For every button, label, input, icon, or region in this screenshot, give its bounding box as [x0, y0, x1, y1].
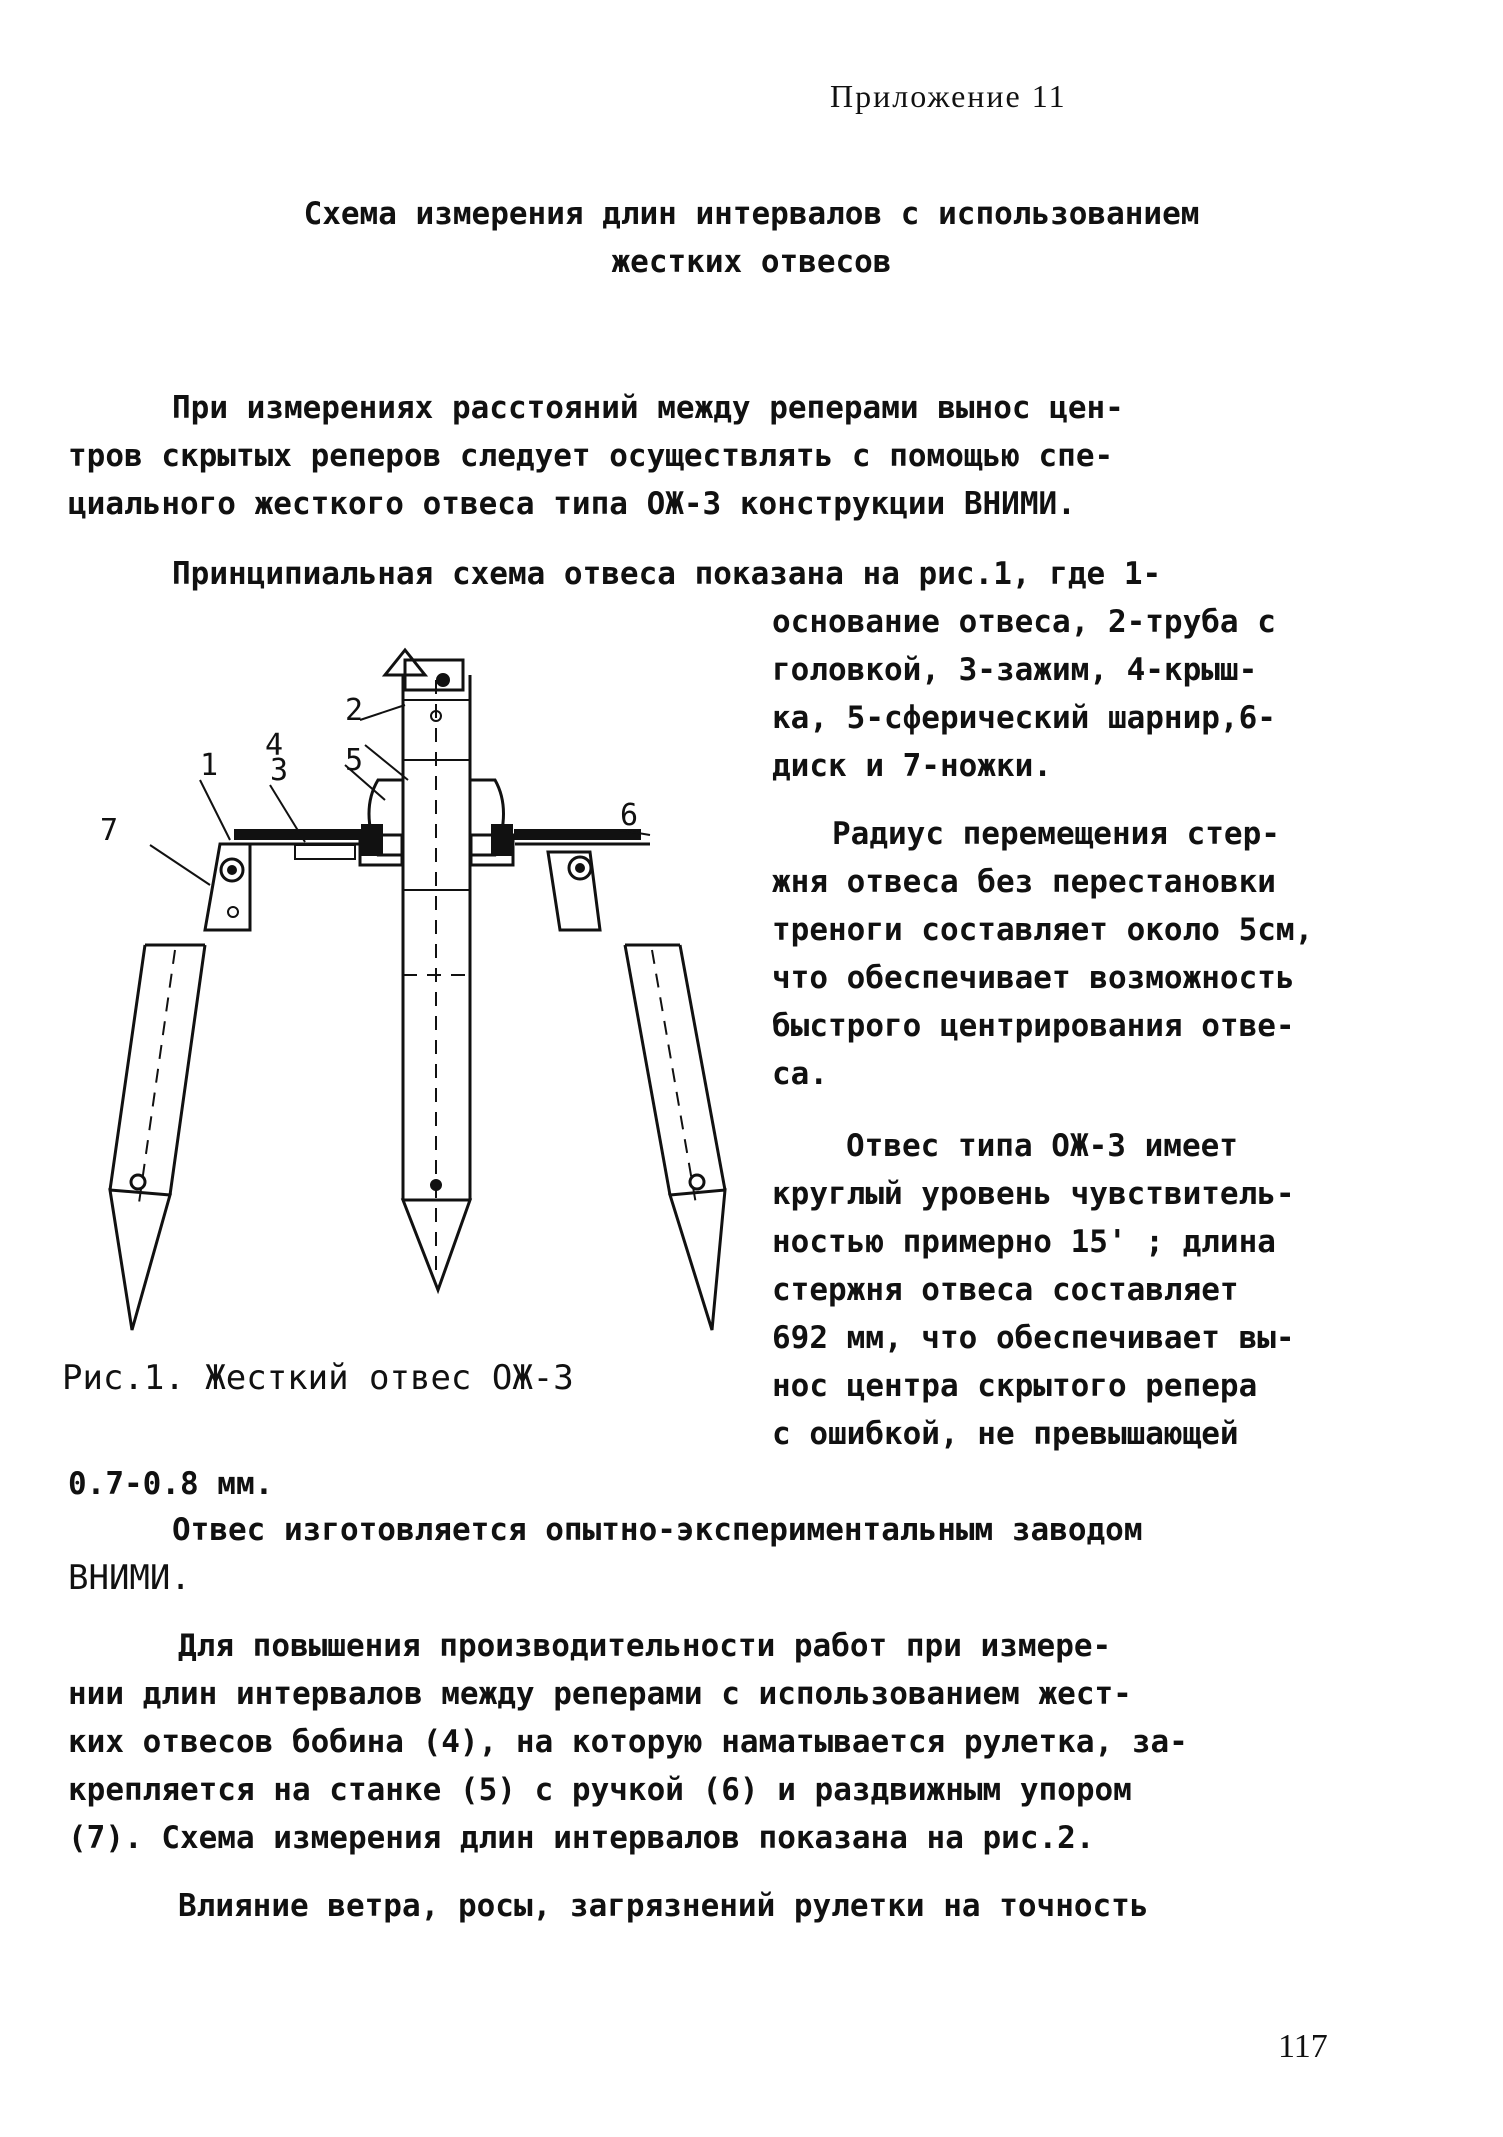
label-2: 2 [345, 693, 364, 728]
figure-caption: Рис.1. Жесткий отвес ОЖ-3 [62, 1358, 574, 1398]
right-leg [548, 852, 725, 1330]
text-line: ких отвесов бобина (4), на которую наматывается рулетка, за- [68, 1724, 1188, 1760]
text-line: 692 мм, что обеспечивает вы- [772, 1320, 1295, 1356]
text-line: что обеспечивает возможность [772, 960, 1295, 996]
label-5: 5 [345, 743, 364, 778]
text-line: Отвес типа ОЖ-3 имеет [846, 1128, 1238, 1164]
text-line: (7). Схема измерения длин интервалов показана на рис.2. [68, 1820, 1095, 1856]
text-line: нос центра скрытого репера [772, 1368, 1258, 1404]
left-leg [110, 844, 250, 1330]
text-line: ВНИМИ. [68, 1558, 191, 1598]
page-title-line1: Схема измерения длин интервалов с использованием [303, 196, 1200, 232]
label-1: 1 [200, 748, 219, 783]
text-line: Принципиальная схема отвеса показана на рис.1, где 1- [172, 556, 1162, 592]
text-line: са. [772, 1056, 828, 1092]
text-line: основание отвеса, 2-труба с [772, 604, 1276, 640]
text-line: нии длин интервалов между реперами с использованием жест- [68, 1676, 1132, 1712]
text-line: стержня отвеса составляет [772, 1272, 1239, 1308]
text-line: тров скрытых реперов следует осуществлять с помощью спе- [68, 438, 1114, 474]
text-line: 0.7-0.8 мм. [68, 1466, 274, 1502]
text-line: быстрого центрирования отве- [772, 1008, 1295, 1044]
text-line: ностью примерно 15' ; длина [772, 1224, 1276, 1260]
text-line: головкой, 3-зажим, 4-крыш- [772, 652, 1258, 688]
page-title-line2: жестких отвесов [611, 244, 892, 280]
label-4: 4 [265, 728, 284, 763]
text-line: Радиус перемещения стер- [832, 816, 1280, 852]
label-3: 3 [270, 753, 289, 788]
plumb-bob-figure [60, 630, 750, 1350]
text-line: крепляется на станке (5) с ручкой (6) и раздвижным упором [68, 1772, 1132, 1808]
central-tube [385, 650, 470, 1290]
text-line: циального жесткого отвеса типа ОЖ-3 конструкции ВНИМИ. [68, 486, 1076, 522]
text-line: Отвес изготовляется опытно-экспериментальным заводом [172, 1512, 1143, 1548]
text-line: круглый уровень чувствитель- [772, 1176, 1295, 1212]
label-6: 6 [620, 798, 639, 833]
appendix-label: Приложение 11 [830, 78, 1067, 114]
text-line: ка, 5-сферический шарнир,6- [772, 700, 1276, 736]
label-7: 7 [100, 813, 119, 848]
text-line: жня отвеса без перестановки [772, 864, 1276, 900]
text-line: диск и 7-ножки. [772, 748, 1052, 784]
text-line: Влияние ветра, росы, загрязнений рулетки на точность [178, 1888, 1149, 1924]
text-line: треноги составляет около 5см, [772, 912, 1314, 948]
page-number: 117 [1278, 2028, 1328, 2065]
text-line: При измерениях расстояний между реперами вынос цен- [172, 390, 1124, 426]
text-line: с ошибкой, не превышающей [772, 1416, 1239, 1452]
text-line: Для повышения производительности работ при измере- [178, 1628, 1112, 1664]
